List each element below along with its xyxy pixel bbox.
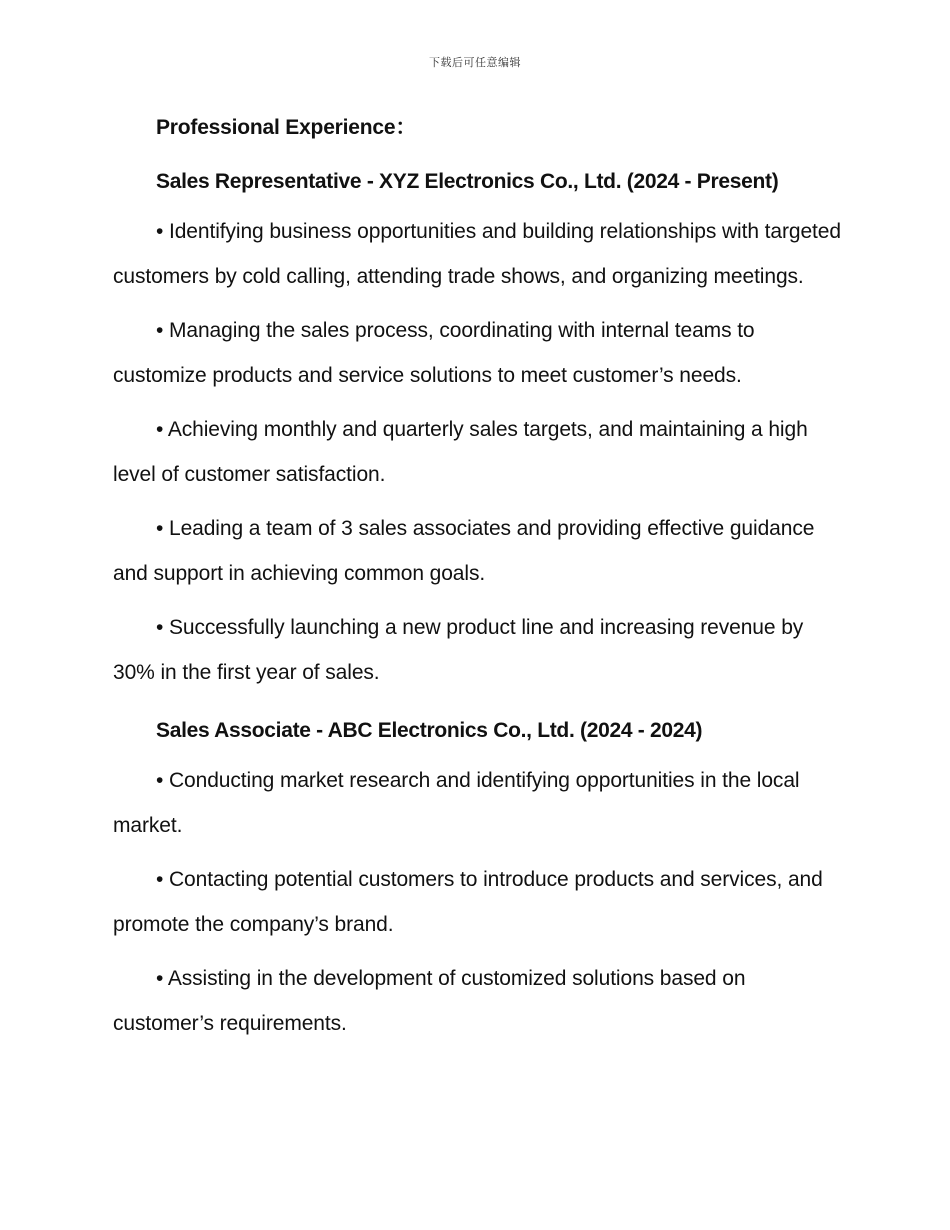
- list-item: • Successfully launching a new product line and increasing revenue by 30% in the first year of sales.: [113, 616, 804, 684]
- list-item: • Leading a team of 3 sales associates and providing effective guidance and support in achieving common goals.: [113, 517, 815, 585]
- list-item: • Contacting potential customers to introduce products and services, and promote the company’s brand.: [113, 868, 823, 936]
- document-body: [113, 110, 843, 1046]
- job-title: Sales Representative - XYZ Electronics Co., Ltd. (2024 - Present): [156, 170, 779, 193]
- bullet-list: [113, 758, 843, 1046]
- list-item: • Identifying business opportunities and building relationships with targeted customers by cold calling, attending trade shows, and organizing meetings.: [113, 220, 841, 288]
- bullet-list: [113, 209, 843, 695]
- section-title: Professional Experience：: [156, 116, 417, 139]
- list-item: • Conducting market research and identifying opportunities in the local market.: [113, 769, 800, 837]
- list-item: • Achieving monthly and quarterly sales targets, and maintaining a high level of customer satisfaction.: [113, 418, 808, 486]
- header-note: 下载后可任意编辑: [429, 56, 521, 69]
- list-item: • Managing the sales process, coordinating with internal teams to customize products and service solutions to meet customer’s needs.: [113, 319, 755, 387]
- job-title: Sales Associate - ABC Electronics Co., Ltd. (2024 - 2024): [156, 719, 703, 742]
- job-entry: [113, 713, 843, 1046]
- job-entry: [113, 164, 843, 695]
- list-item: • Assisting in the development of customized solutions based on customer’s requirements.: [113, 967, 746, 1035]
